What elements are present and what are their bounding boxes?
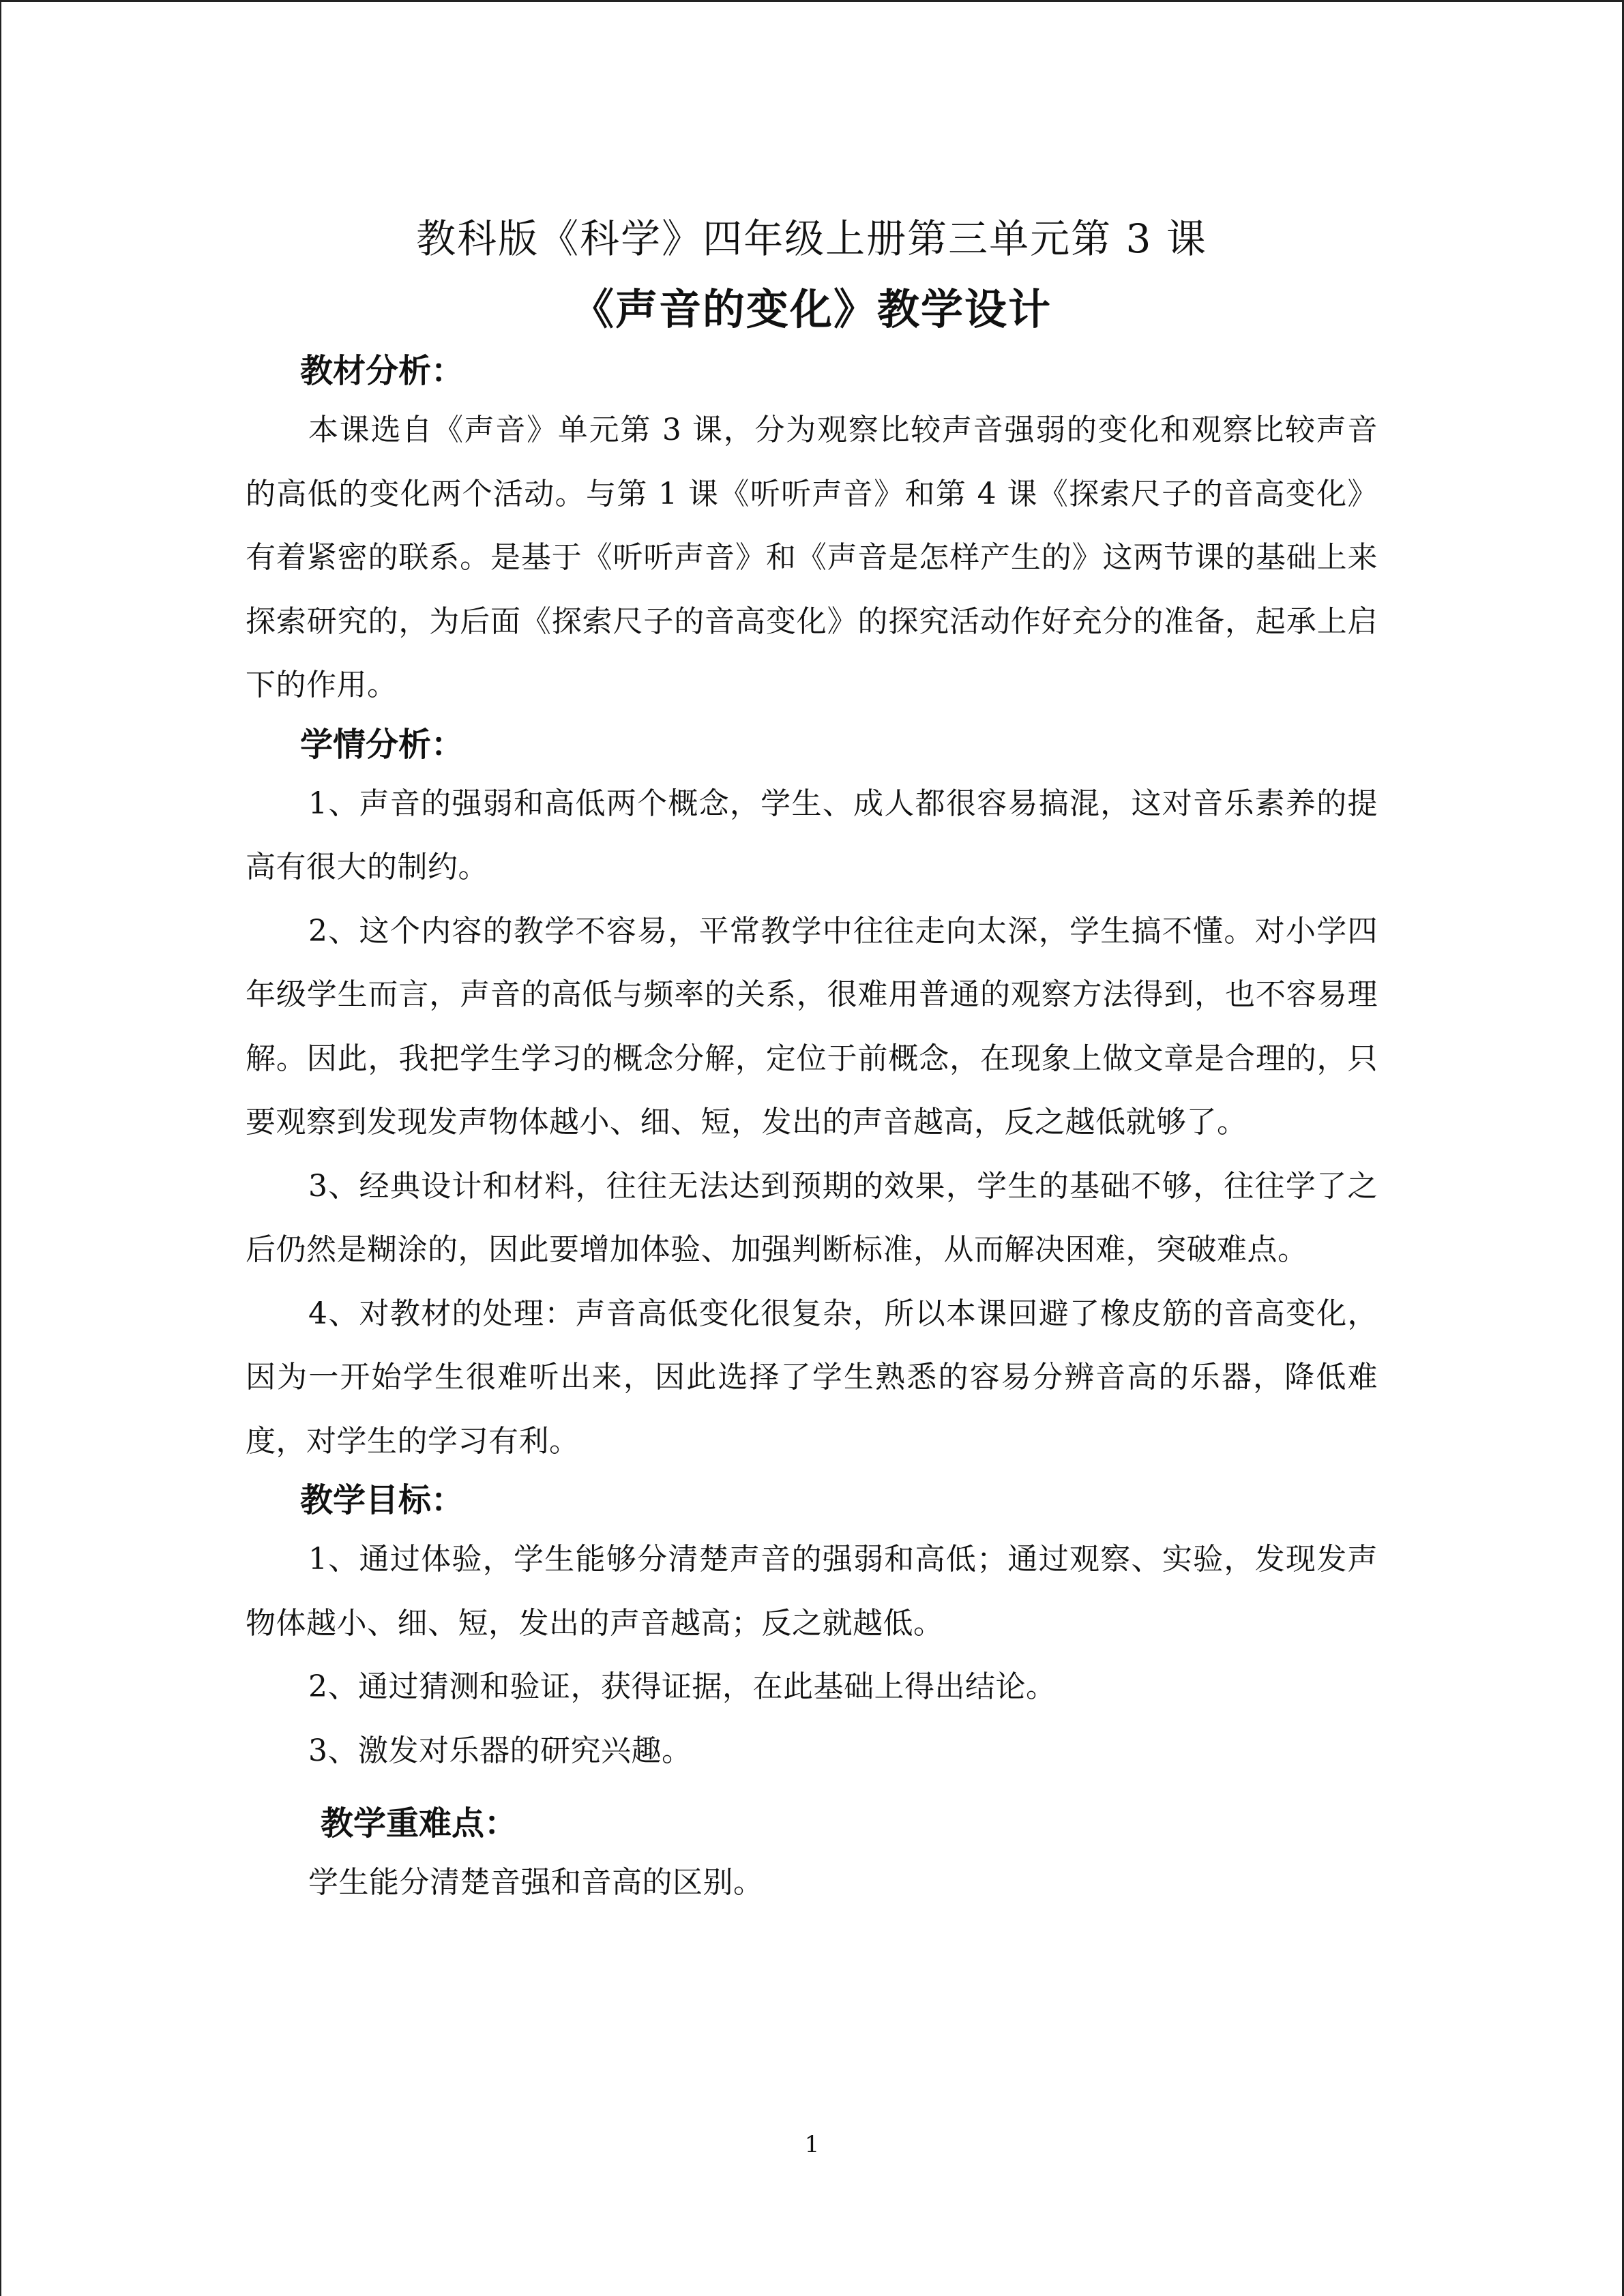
section-teaching-goals: [246, 1473, 1378, 1783]
paragraph: 3、激发对乐器的研究兴趣。: [308, 1733, 692, 1768]
section-textbook-analysis: [246, 344, 1378, 717]
page-number: 1: [804, 2131, 820, 2158]
section-key-difficulties: [246, 1796, 1378, 1915]
section-heading: 教材分析：: [300, 352, 464, 390]
paragraph: 2、这个内容的教学不容易，平常教学中往往走向太深，学生搞不懂。对小学四年级学生而言，声音的高低与频率的关系，很难用普通的观察方法得到，也不容易理解。因此，我把学生学习的概念分解，定位于前概念，在现象上做文章是合理的，只要观察到发现发声物体越小、细、短，发出的声音越高，反之越低就够了。: [246, 913, 1378, 1139]
document-body: [246, 205, 1378, 1915]
paragraph: 学生能分清楚音强和音高的区别。: [308, 1865, 764, 1900]
section-heading: 教学重难点：: [321, 1804, 518, 1843]
document-title-line-1: 教科版《科学》四年级上册第三单元第 3 课: [416, 215, 1207, 262]
paragraph: 2、通过猜测和验证，获得证据，在此基础上得出结论。: [308, 1669, 1057, 1704]
section-heading: 学情分析：: [300, 725, 464, 764]
section-student-analysis: [246, 717, 1378, 1474]
paragraph: 3、经典设计和材料，往往无法达到预期的效果，学生的基础不够，往往学了之后仍然是糊涂的，因此要增加体验、加强判断标准，从而解决困难，突破难点。: [246, 1168, 1378, 1267]
document-title-line-2: 《声音的变化》教学设计: [571, 284, 1052, 334]
paragraph: 4、对教材的处理：声音高低变化很复杂，所以本课回避了橡皮筋的音高变化，因为一开始学生很难听出来，因此选择了学生熟悉的容易分辨音高的乐器，降低难度，对学生的学习有利。: [246, 1296, 1378, 1459]
section-heading: 教学目标：: [300, 1481, 464, 1519]
paragraph: 1、声音的强弱和高低两个概念，学生、成人都很容易搞混，这对音乐素养的提高有很大的制约。: [246, 786, 1378, 884]
paragraph: 1、通过体验，学生能够分清楚声音的强弱和高低；通过观察、实验，发现发声物体越小、细、短，发出的声音越高；反之就越低。: [246, 1542, 1378, 1641]
paragraph: 本课选自《声音》单元第 3 课，分为观察比较声音强弱的变化和观察比较声音的高低的变化两个活动。与第 1 课《听听声音》和第 4 课《探索尺子的音高变化》有着紧密的联系。是基于《听听声音》和《声音是怎样产生的》这两节课的基础上来探索研究的，为后面《探索尺子的音高变化》的探究活动作好充分的准备，起承上启下的作用。: [246, 413, 1378, 702]
